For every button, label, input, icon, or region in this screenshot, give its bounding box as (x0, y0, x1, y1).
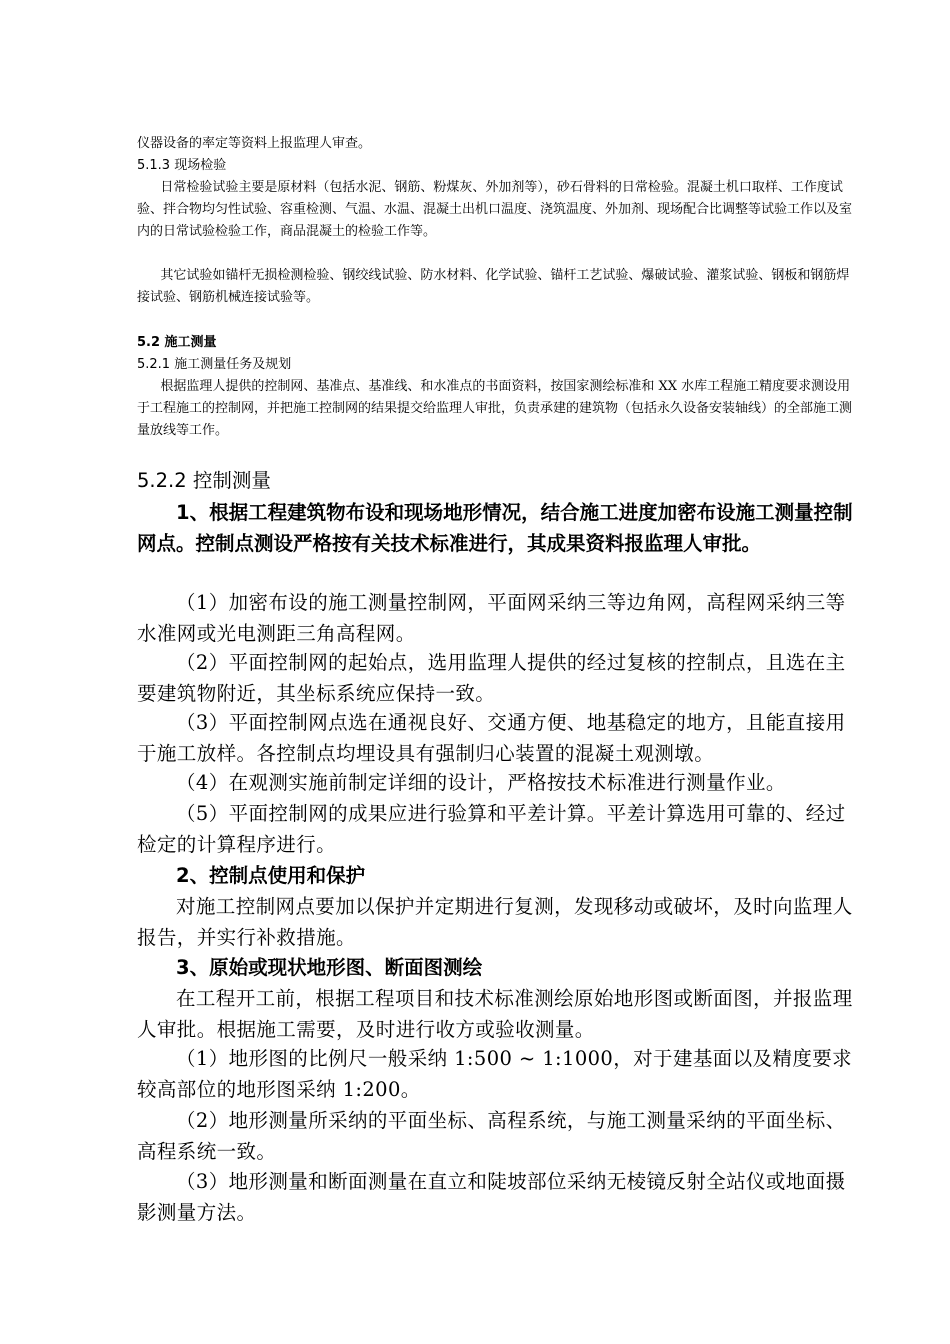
paragraph-bold-item-1: 1、根据工程建筑物布设和现场地形情况，结合施工进度加密布设施工测量控制网点。控制点测设严格按有关技术标准进行，其成果资料报监理人审批。 (137, 501, 853, 555)
paragraph-item-1-5: （5）平面控制网的成果应进行验算和平差计算。平差计算选用可靠的、经过检定的计算程序进行。 (137, 802, 846, 856)
paragraph-item-1-3: （3）平面控制网点选在通视良好、交通方便、地基稳定的地方，且能直接用于施工放样。各控制点均埋设具有强制归心装置的混凝土观测墩。 (137, 711, 846, 765)
heading-5-2-2: 5.2.2 控制测量 (137, 469, 271, 492)
paragraph-other-tests: 其它试验如锚杆无损检测检验、钢绞线试验、防水材料、化学试验、锚杆工艺试验、爆破试验、灌浆试验、钢板和钢筋焊接试验、钢筋机械连接试验等。 (137, 268, 850, 305)
paragraph-item-1-1: （1）加密布设的施工测量控制网，平面网采纳三等边角网，高程网采纳三等水准网或光电测距三角高程网。 (137, 591, 846, 645)
paragraph-item-3: 在工程开工前，根据工程项目和技术标准测绘原始地形图或断面图，并报监理人审批。根据施工需要，及时进行收方或验收测量。 (137, 987, 853, 1041)
paragraph-item-3-2: （2）地形测量所采纳的平面坐标、高程系统，与施工测量采纳的平面坐标、高程系统一致。 (137, 1109, 846, 1163)
paragraph-item-3-1: （1）地形图的比例尺一般采纳 1:500 ~ 1:1000，对于建基面以及精度要求较高部位的地形图采纳 1:200。 (137, 1047, 853, 1101)
paragraph-bold-item-2: 2、控制点使用和保护 (176, 864, 366, 887)
paragraph-survey-tasks: 根据监理人提供的控制网、基准点、基准线、和水准点的书面资料，按国家测绘标准和 XX 水库工程施工精度要求测设用于工程施工的控制网，并把施工控制网的结果提交给监理人审批，负责承建的建筑物（包括永久设备安装轴线）的全部施工测量放线等工作。 (137, 379, 853, 438)
heading-5-2-1: 5.2.1 施工测量任务及规划 (137, 357, 292, 372)
paragraph-daily-tests: 日常检验试验主要是原材料（包括水泥、钢筋、粉煤灰、外加剂等），砂石骨料的日常检验。混凝土机口取样、工作度试验、拌合物均匀性试验、容重检测、气温、水温、混凝土出机口温度、浇筑温度、外加剂、现场配合比调整等试验工作以及室内的日常试验检验工作，商品混凝土的检验工作等。 (137, 180, 853, 239)
paragraph-intro-tail: 仪器设备的率定等资料上报监理人审查。 (137, 136, 372, 151)
heading-5-1-3: 5.1.3 现场检验 (137, 158, 227, 173)
paragraph-bold-item-3: 3、原始或现状地形图、断面图测绘 (176, 956, 483, 979)
paragraph-item-3-3: （3）地形测量和断面测量在直立和陡坡部位采纳无棱镜反射全站仪或地面摄影测量方法。 (137, 1170, 846, 1224)
paragraph-item-1-2: （2）平面控制网的起始点，选用监理人提供的经过复核的控制点，且选在主要建筑物附近，其坐标系统应保持一致。 (137, 651, 846, 705)
paragraph-item-1-4: （4）在观测实施前制定详细的设计，严格按技术标准进行测量作业。 (176, 771, 786, 794)
paragraph-item-2: 对施工控制网点要加以保护并定期进行复测，发现移动或破坏，及时向监理人报告，并实行补救措施。 (137, 895, 853, 949)
heading-5-2: 5.2 施工测量 (137, 335, 217, 350)
